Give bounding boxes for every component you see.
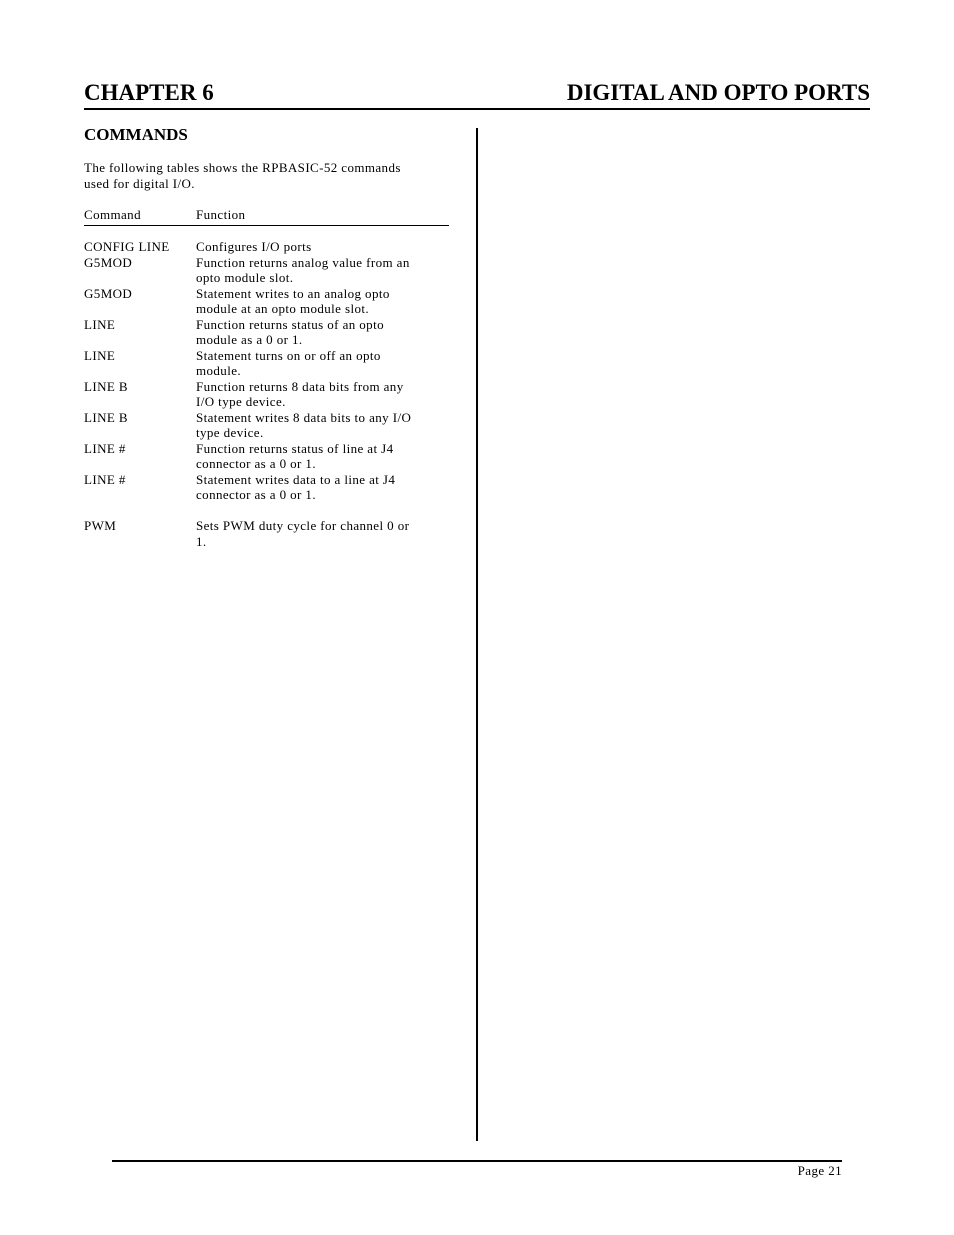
function-line: Function returns status of line at J4 <box>196 440 394 456</box>
command-cell: LINE B <box>84 409 128 425</box>
function-cell <box>196 317 449 348</box>
table-header <box>84 207 449 226</box>
function-cell <box>196 286 449 317</box>
command-cell: LINE # <box>84 440 126 456</box>
function-cell <box>196 255 449 286</box>
function-cell <box>196 472 449 503</box>
table-row <box>84 472 449 503</box>
table-row <box>84 317 449 348</box>
function-line: Statement writes to an analog opto <box>196 285 390 301</box>
function-line: Function returns analog value from an <box>196 254 410 270</box>
table-row <box>84 441 449 472</box>
function-column-header: Function <box>196 207 246 222</box>
intro-paragraph <box>84 160 449 192</box>
table-row <box>84 348 449 379</box>
footer-rule <box>112 1160 842 1162</box>
chapter-title: DIGITAL AND OPTO PORTS <box>566 80 870 105</box>
function-line: connector as a 0 or 1. <box>196 487 316 502</box>
table-row <box>84 286 449 317</box>
function-line: Statement turns on or off an opto <box>196 347 381 363</box>
command-cell: G5MOD <box>84 254 133 270</box>
function-line: opto module slot. <box>196 270 294 285</box>
function-cell <box>196 348 449 379</box>
function-line: Function returns status of an opto <box>196 316 384 332</box>
command-cell: LINE # <box>84 471 126 487</box>
command-cell: LINE <box>84 347 116 363</box>
function-line: Sets PWM duty cycle for channel 0 or <box>196 518 410 533</box>
function-line: Configures I/O ports <box>196 239 312 254</box>
function-line: module. <box>196 363 242 378</box>
chapter-label: CHAPTER 6 <box>84 80 214 105</box>
function-line: module as a 0 or 1. <box>196 332 303 347</box>
table-row <box>84 518 449 549</box>
function-cell <box>196 379 449 410</box>
function-line: connector as a 0 or 1. <box>196 456 316 471</box>
function-line: 1. <box>196 533 207 549</box>
command-column-header: Command <box>84 207 141 222</box>
function-line: Statement writes data to a line at J4 <box>196 471 396 487</box>
function-line: Function returns 8 data bits from any <box>196 378 404 394</box>
command-cell: G5MOD <box>84 285 133 301</box>
column-divider <box>476 128 478 1141</box>
function-line: Statement writes 8 data bits to any I/O <box>196 409 412 425</box>
table-row <box>84 379 449 410</box>
function-cell <box>196 441 449 472</box>
function-cell <box>196 239 449 255</box>
intro-line: used for digital I/O. <box>84 176 195 191</box>
command-cell: CONFIG LINE <box>84 239 170 254</box>
function-line: type device. <box>196 425 264 440</box>
section-title: COMMANDS <box>84 125 188 144</box>
table-row <box>84 255 449 286</box>
function-cell <box>196 518 449 549</box>
table-row <box>84 239 449 255</box>
function-line: I/O type device. <box>196 394 286 409</box>
command-cell: LINE <box>84 316 116 332</box>
intro-line: The following tables shows the RPBASIC-52 commands <box>84 160 401 175</box>
function-cell <box>196 410 449 441</box>
command-cell: LINE B <box>84 378 128 394</box>
table-row <box>84 410 449 441</box>
page-header <box>84 80 870 110</box>
commands-table <box>84 239 449 549</box>
function-line: module at an opto module slot. <box>196 301 370 316</box>
page-number: Page 21 <box>797 1163 842 1178</box>
command-cell: PWM <box>84 518 117 533</box>
